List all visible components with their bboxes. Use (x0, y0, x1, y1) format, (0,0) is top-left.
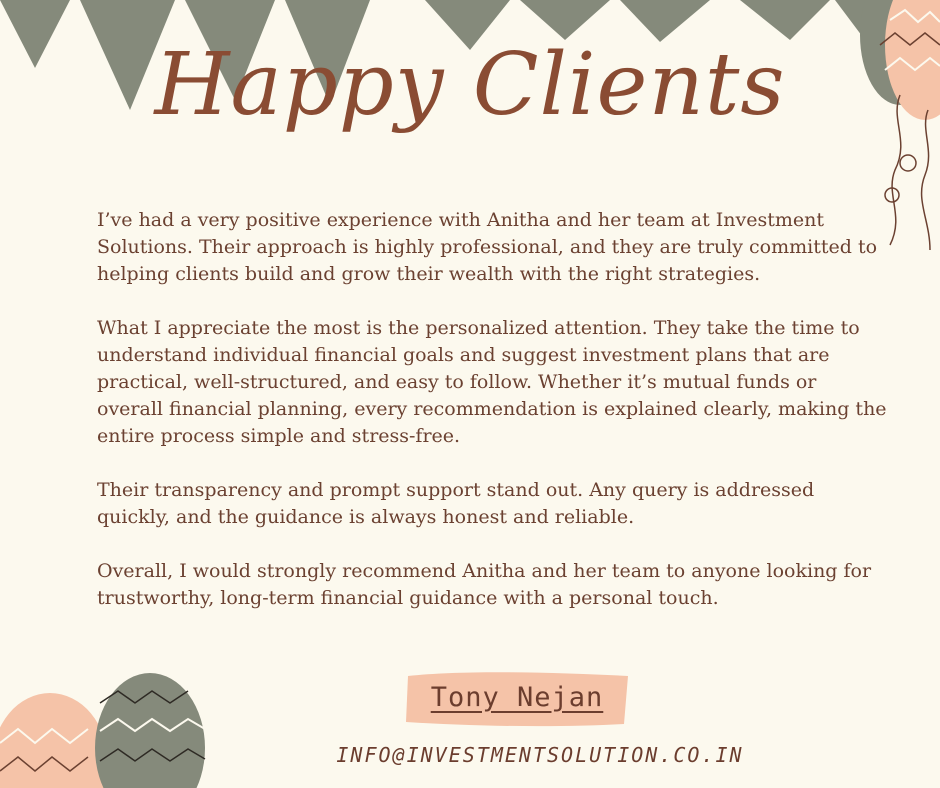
testimonial-paragraph: I’ve had a very positive experience with Anitha and her team at Investment Solutions. Their approach is highly professional, and they are truly committed to helping clients build and grow their wealth with the right strategies. (97, 209, 878, 285)
contact-email: INFO@INVESTMENTSOLUTION.CO.IN (336, 743, 744, 767)
author-signature (402, 668, 632, 730)
testimonial-paragraph: Overall, I would strongly recommend Anitha and her team to anyone looking for trustworthy, long-term financial guidance with a personal touch. (97, 560, 872, 609)
testimonial-paragraph: Their transparency and prompt support stand out. Any query is addressed quickly, and the guidance is always honest and reliable. (97, 479, 815, 528)
balloon-icon (0, 663, 210, 788)
author-name: Tony Nejan (430, 682, 604, 713)
testimonial-paragraph: What I appreciate the most is the personalized attention. They take the time to understand individual financial goals and suggest investment plans that are practical, well-structured, and easy to follow. Whether it’s mutual funds or overall financial planning, every recommendation is explained clearly, making the entire process simple and stress-free. (97, 317, 887, 447)
testimonial-text (97, 207, 887, 639)
page-title: Happy Clients (154, 35, 786, 135)
